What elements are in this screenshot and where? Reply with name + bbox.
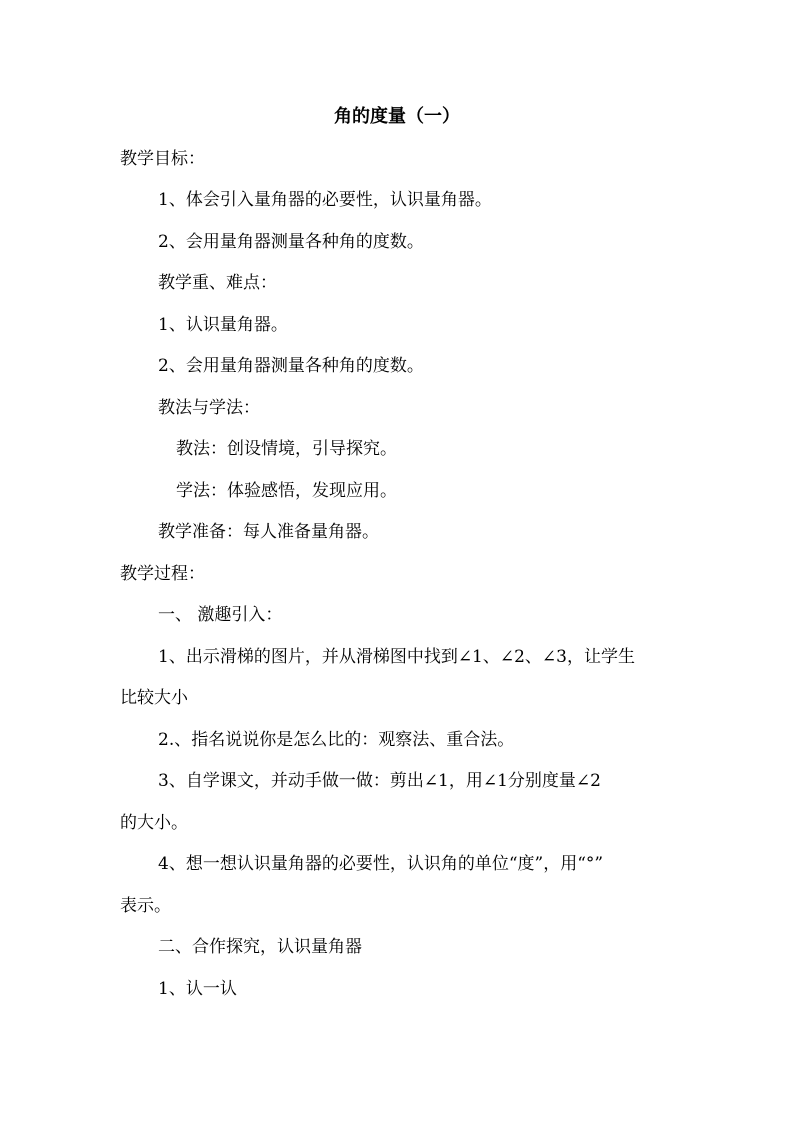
paragraph-line: 1、认一认 — [158, 979, 237, 999]
paragraph-line: 学法：体验感悟，发现应用。 — [176, 481, 397, 501]
subsection-heading: 二、合作探究，认识量角器 — [158, 937, 362, 957]
paragraph-line: 1、认识量角器。 — [158, 315, 288, 335]
section-heading-methods: 教法与学法： — [158, 398, 260, 418]
paragraph-line: 教法：创设情境，引导探究。 — [176, 439, 397, 459]
paragraph-line: 表示。 — [120, 896, 171, 916]
paragraph-line: 教学准备：每人准备量角器。 — [158, 522, 379, 542]
paragraph-line: 2、会用量角器测量各种角的度数。 — [158, 356, 424, 376]
section-heading-process: 教学过程： — [120, 564, 205, 584]
section-heading-key-points: 教学重、难点： — [158, 273, 277, 293]
paragraph-line: 4、想一想认识量角器的必要性，认识角的单位“度”，用“°” — [158, 854, 604, 874]
subsection-heading: 一、 激趣引入： — [158, 605, 283, 625]
section-heading-objectives: 教学目标： — [120, 149, 205, 169]
paragraph-line: 的大小。 — [120, 813, 188, 833]
paragraph-line: 1、出示滑梯的图片，并从滑梯图中找到∠1、∠2、∠3，让学生 — [158, 647, 635, 667]
paragraph-line: 2、会用量角器测量各种角的度数。 — [158, 232, 424, 252]
paragraph-line: 比较大小 — [120, 688, 188, 708]
paragraph-line: 1、体会引入量角器的必要性，认识量角器。 — [158, 190, 492, 210]
document-title: 角的度量（一） — [334, 106, 460, 127]
paragraph-line: 2.、指名说说你是怎么比的：观察法、重合法。 — [158, 730, 515, 750]
paragraph-line: 3、自学课文，并动手做一做：剪出∠1，用∠1分别度量∠2 — [158, 771, 601, 791]
